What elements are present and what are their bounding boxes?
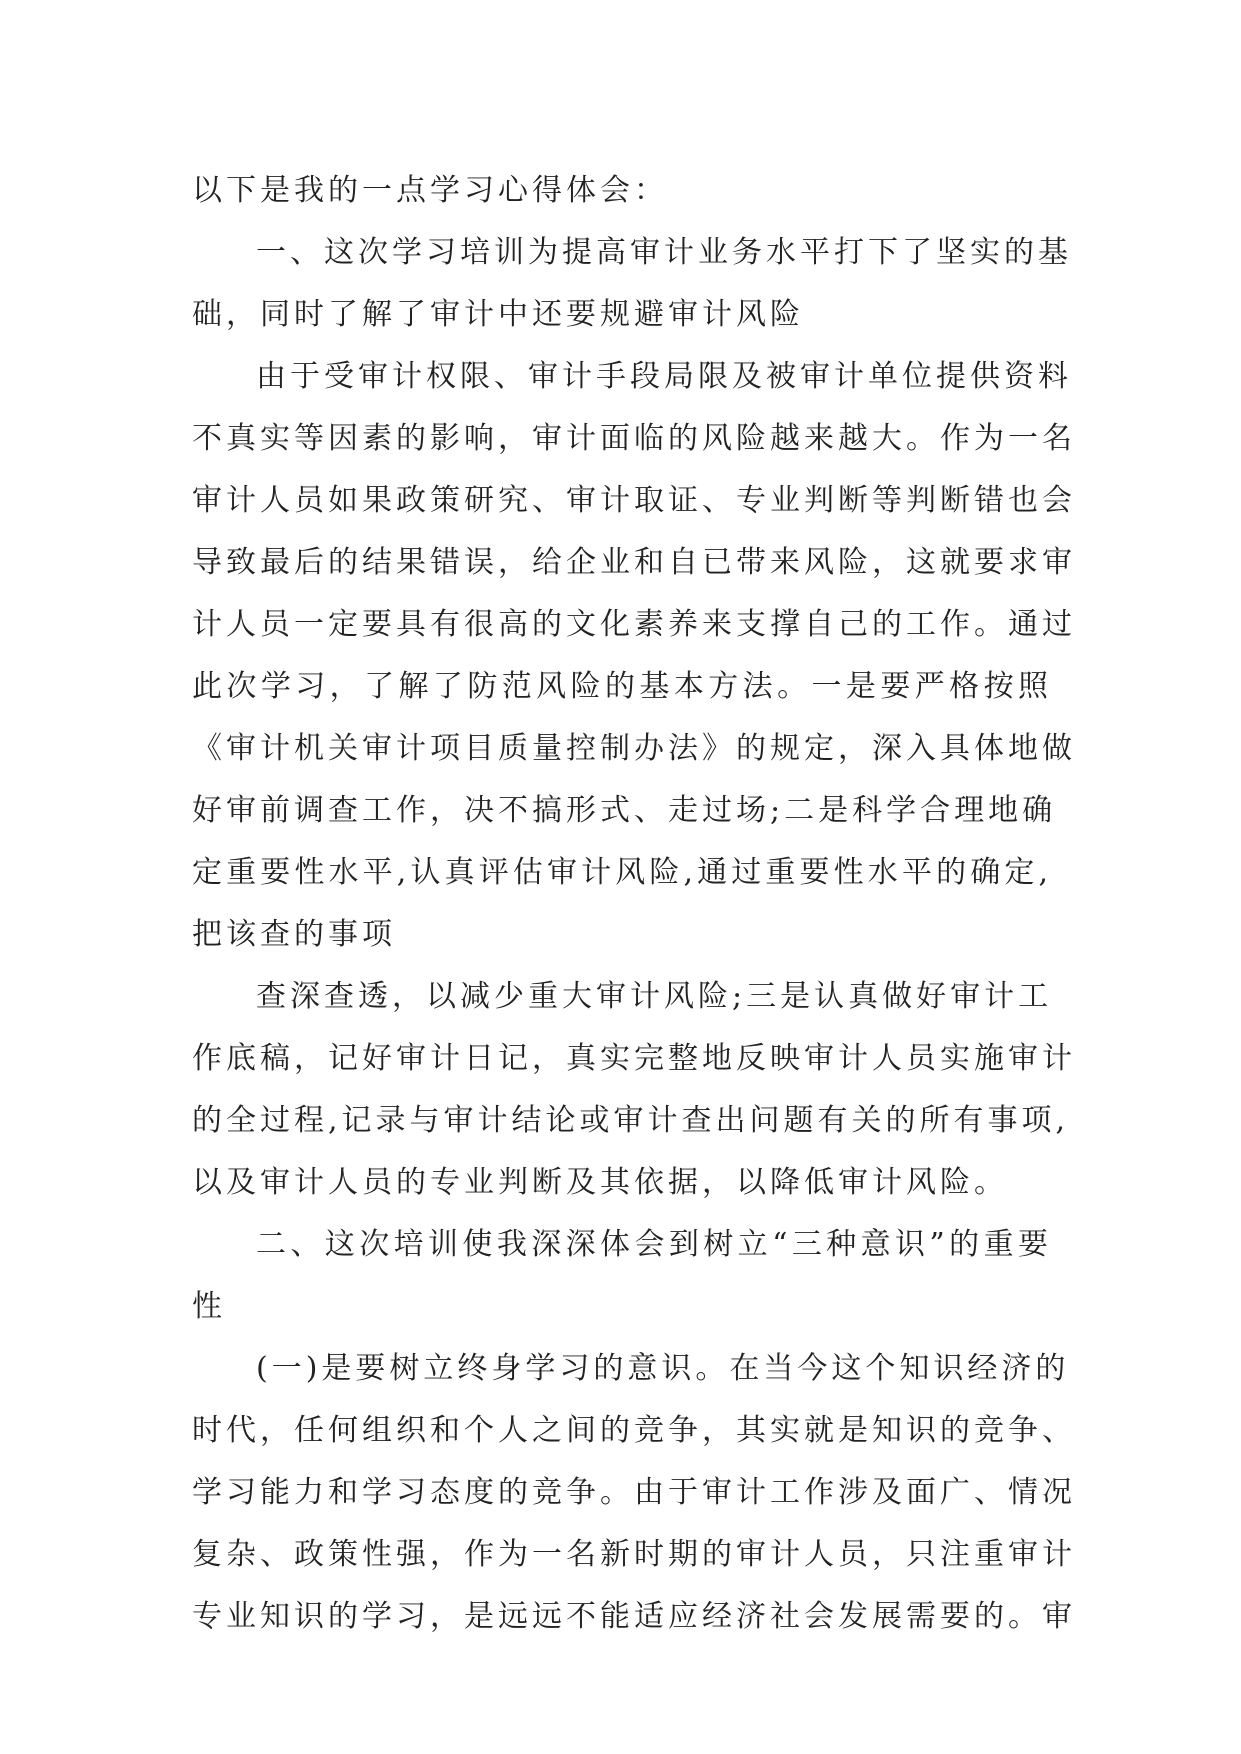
paragraph-audit-risk-continued [192,966,1076,1214]
text-line: 好审前调查工作，决不搞形式、走过场;二是科学合理地确 [192,793,1057,828]
paragraph-section-2-heading [192,1214,1052,1338]
text-line: 以下是我的一点学习心得体会： [192,173,668,208]
text-line: 作底稿，记好审计日记，真实完整地反映审计人员实施审计 [192,1041,1076,1076]
text-line: 专业知识的学习，是远远不能适应经济社会发展需要的。审 [192,1599,1076,1634]
text-line: 的全过程,记录与审计结论或审计查出问题有关的所有事项, [192,1103,1070,1138]
paragraph-audit-risk [192,346,1076,966]
text-line: 查深查透，以减少重大审计风险;三是认真做好审计工 [256,979,1053,1014]
text-line: 由于受审计权限、审计手段局限及被审计单位提供资料 [256,359,1072,394]
text-line: 审计人员如果政策研究、审计取证、专业判断等判断错也会 [192,483,1076,518]
text-line: 导致最后的结果错误，给企业和自已带来风险，这就要求审 [192,545,1076,580]
paragraph-lifelong-learning [192,1338,1076,1648]
text-line: 定重要性水平,认真评估审计风险,通过重要性水平的确定, [192,855,1052,890]
text-line: 此次学习，了解了防范风险的基本方法。一是要严格按照 [192,669,1052,704]
text-line: 把该查的事项 [192,917,396,952]
paragraph-intro [192,160,1052,222]
text-line: 《审计机关审计项目质量控制办法》的规定，深入具体地做 [192,731,1076,766]
text-line: 计人员一定要具有很高的文化素养来支撑自己的工作。通过 [192,607,1076,642]
text-line: 时代，任何组织和个人之间的竞争，其实就是知识的竞争、 [192,1413,1076,1448]
text-line: 础，同时了解了审计中还要规避审计风险 [192,297,804,332]
text-line: 不真实等因素的影响，审计面临的风险越来越大。作为一名 [192,421,1076,456]
text-line: 性 [192,1289,226,1324]
text-line: (一)是要树立终身学习的意识。在当今这个知识经济的 [256,1351,1070,1386]
text-line: 一、这次学习培训为提高审计业务水平打下了坚实的基 [256,235,1072,270]
text-line: 学习能力和学习态度的竞争。由于审计工作涉及面广、情况 [192,1475,1076,1510]
text-line: 二、这次培训使我深深体会到树立“三种意识”的重要 [256,1227,1052,1262]
text-line: 以及审计人员的专业判断及其依据，以降低审计风险。 [192,1165,1008,1200]
document-body [192,160,1076,1648]
paragraph-section-1-heading [192,222,1072,346]
text-line: 复杂、政策性强，作为一名新时期的审计人员，只注重审计 [192,1537,1076,1572]
